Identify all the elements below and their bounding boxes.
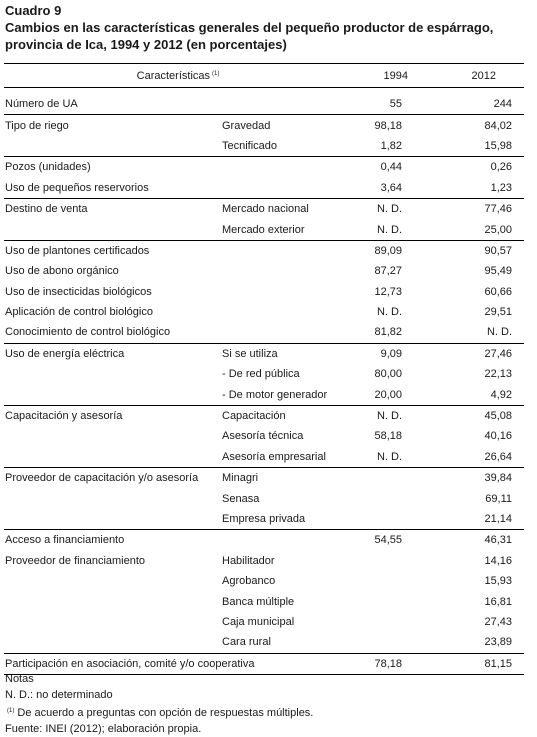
table-row: [4, 240, 524, 261]
subcategory-cell: [222, 282, 352, 302]
value-1994-cell: 98,18: [352, 115, 414, 136]
value-2012-cell: 27,46: [414, 343, 524, 364]
value-2012-cell: 26,64: [484, 450, 513, 463]
table-row: [4, 198, 524, 219]
characteristic-cell: Capacitación y asesoría: [4, 405, 222, 426]
subcategory-cell: Gravedad: [222, 115, 352, 136]
notes: [5, 671, 313, 737]
value-2012-cell: 25,00: [484, 223, 513, 236]
subcategory-cell: Mercado nacional: [222, 198, 352, 219]
value-1994-cell: [352, 468, 414, 489]
value-1994-cell: 58,18: [374, 430, 403, 443]
table-row: [4, 219, 524, 240]
value-1994-cell: 1,82: [380, 139, 403, 152]
value-1994-cell: [352, 632, 414, 653]
characteristic-cell: Pozos (unidades): [4, 157, 222, 178]
note-footnote: [5, 703, 313, 721]
footnote-marker: (1): [212, 70, 220, 77]
header-characteristics: [4, 64, 352, 88]
value-1994-cell: [352, 591, 414, 611]
value-1994-cell: 9,09: [352, 343, 414, 364]
value-2012-cell: 15,93: [484, 575, 513, 588]
subcategory-cell: [222, 302, 352, 322]
subcategory-cell: Cara rural: [222, 636, 271, 649]
value-1994-cell: N. D.: [376, 450, 403, 463]
value-2012-cell: 46,31: [414, 530, 524, 551]
subcategory-cell: Empresa privada: [222, 513, 306, 525]
table-row: [4, 322, 524, 343]
value-1994-cell: [352, 551, 414, 571]
table-row: [4, 551, 524, 571]
value-2012-cell: 1,23: [490, 181, 513, 194]
characteristic-cell: Aplicación de control biológico: [5, 306, 153, 319]
subcategory-cell: - De motor generador: [222, 388, 328, 401]
table-row: [4, 468, 524, 489]
table-row: [4, 530, 524, 551]
table-row: [4, 115, 524, 136]
table-number: Cuadro 9: [5, 3, 62, 18]
value-1994-cell: [352, 509, 414, 530]
header-year-1994: 1994: [352, 64, 414, 88]
value-2012-cell: 23,89: [484, 636, 513, 649]
subcategory-cell: Si se utiliza: [222, 343, 352, 364]
subcategory-cell: [222, 322, 352, 343]
characteristic-cell: Participación en asociación, comité y/o cooperativa: [4, 653, 222, 674]
table-header: [4, 64, 524, 88]
notes-heading: Notas: [5, 673, 34, 685]
value-2012-cell: 22,13: [484, 368, 513, 381]
value-1994-cell: 12,73: [374, 285, 403, 298]
table-row: [4, 261, 524, 281]
characteristic-cell: Conocimiento de control biológico: [5, 326, 171, 339]
subcategory-cell: Capacitación: [222, 405, 352, 426]
characteristic-cell: [4, 364, 222, 384]
table-row: [4, 612, 524, 632]
subcategory-cell: [222, 88, 352, 115]
subcategory-cell: Agrobanco: [222, 575, 276, 588]
value-1994-cell: 80,00: [374, 368, 403, 381]
table-title: Cambios en las características generales del pequeño productor de espárrago, provincia de Ica, 1994 y 2012 (en porcentajes): [5, 20, 494, 52]
value-2012-cell: 40,16: [484, 430, 513, 443]
table-row: [4, 88, 524, 115]
header-year-2012: 2012: [414, 64, 524, 88]
subcategory-cell: Habilitador: [222, 554, 275, 567]
characteristic-cell: [4, 612, 222, 632]
subcategory-cell: [222, 261, 352, 281]
value-1994-cell: N. D.: [376, 223, 403, 236]
value-2012-cell: 95,49: [484, 265, 513, 278]
value-1994-cell: 78,18: [352, 653, 414, 674]
value-1994-cell: 54,55: [352, 530, 414, 551]
table-row: [4, 282, 524, 302]
value-2012-cell: 84,02: [414, 115, 524, 136]
value-2012-cell: 4,92: [490, 388, 513, 401]
value-2012-cell: 29,51: [484, 306, 513, 319]
value-2012-cell: 15,98: [484, 139, 513, 152]
table-row: [4, 136, 524, 157]
data-table: [4, 63, 524, 675]
subcategory-cell: Caja municipal: [222, 615, 295, 628]
value-2012-cell: 90,57: [414, 240, 524, 261]
value-2012-cell: 39,84: [414, 468, 524, 489]
characteristic-cell: Proveedor de financiamiento: [5, 554, 146, 567]
subcategory-cell: [222, 178, 352, 199]
header-characteristics-label: Características: [136, 69, 211, 82]
characteristic-cell: [4, 632, 222, 653]
value-2012-cell: 69,11: [485, 492, 513, 505]
subcategory-cell: Asesoría empresarial: [222, 450, 326, 463]
characteristic-cell: [4, 509, 222, 530]
value-2012-cell: 16,81: [484, 595, 513, 608]
table-row: [4, 591, 524, 611]
subcategory-cell: Minagri: [222, 468, 352, 489]
value-1994-cell: N. D.: [352, 198, 414, 219]
characteristic-cell: [4, 488, 222, 508]
value-2012-cell: 244: [493, 98, 513, 111]
characteristic-cell: [4, 426, 222, 446]
table-row: [4, 509, 524, 530]
characteristic-cell: Uso de pequeños reservorios: [5, 181, 149, 194]
table-body: [4, 88, 524, 675]
value-1994-cell: N. D.: [376, 306, 403, 319]
table-row: [4, 488, 524, 508]
value-1994-cell: [352, 612, 414, 632]
value-2012-cell: 81,15: [414, 653, 524, 674]
value-2012-cell: N. D.: [486, 326, 513, 339]
value-1994-cell: 89,09: [352, 240, 414, 261]
value-1994-cell: 3,64: [380, 181, 403, 194]
characteristic-cell: Uso de energía eléctrica: [4, 343, 222, 364]
subcategory-cell: Mercado exterior: [222, 223, 305, 236]
characteristic-cell: Número de UA: [5, 98, 78, 111]
characteristic-cell: Acceso a financiamiento: [4, 530, 222, 551]
characteristic-cell: Uso de insecticidas biológicos: [5, 285, 152, 298]
subcategory-cell: [222, 157, 352, 178]
characteristic-cell: Proveedor de capacitación y/o asesoría: [4, 468, 222, 489]
subcategory-cell: Banca múltiple: [222, 595, 295, 608]
value-2012-cell: 14,16: [484, 554, 513, 567]
characteristic-cell: Tipo de riego: [4, 115, 222, 136]
table-row: [4, 178, 524, 199]
footnote-text: De acuerdo a preguntas con opción de respuestas múltiples.: [17, 707, 314, 719]
value-1994-cell: 0,44: [352, 157, 414, 178]
footnote-marker: (1): [7, 708, 15, 714]
table-row: [4, 343, 524, 364]
value-1994-cell: N. D.: [352, 405, 414, 426]
value-2012-cell: 27,43: [484, 615, 513, 628]
value-2012-cell: 0,26: [414, 157, 524, 178]
value-2012-cell: 77,46: [414, 198, 524, 219]
characteristic-cell: Uso de abono orgánico: [5, 265, 119, 278]
title-block: [5, 2, 533, 53]
characteristic-cell: Uso de plantones certificados: [4, 240, 222, 261]
value-1994-cell: 81,82: [374, 326, 403, 339]
table-row: [4, 364, 524, 384]
value-1994-cell: 55: [389, 98, 403, 111]
value-2012-cell: 45,08: [414, 405, 524, 426]
table-row: [4, 302, 524, 322]
value-1994-cell: 87,27: [374, 265, 403, 278]
value-1994-cell: 20,00: [374, 388, 403, 401]
characteristic-cell: [4, 136, 222, 157]
characteristic-cell: [4, 384, 222, 405]
note-source: Fuente: INEI (2012); elaboración propia.: [5, 723, 202, 735]
note-nd: N. D.: no determinado: [5, 689, 113, 701]
table-row: [4, 571, 524, 591]
table-row: [4, 632, 524, 653]
table-row: [4, 384, 524, 405]
value-2012-cell: 21,14: [484, 513, 513, 525]
characteristic-cell: [4, 447, 222, 468]
value-1994-cell: [352, 571, 414, 591]
value-1994-cell: [352, 488, 414, 508]
characteristic-cell: [4, 591, 222, 611]
characteristic-cell: Destino de venta: [4, 198, 222, 219]
subcategory-cell: [222, 240, 352, 261]
subcategory-cell: Asesoría técnica: [222, 430, 304, 443]
subcategory-cell: - De red pública: [222, 368, 300, 381]
subcategory-cell: Tecnificado: [222, 139, 278, 152]
table-row: [4, 447, 524, 468]
characteristic-cell: [4, 571, 222, 591]
table-row: [4, 426, 524, 446]
subcategory-cell: [222, 530, 352, 551]
subcategory-cell: Senasa: [222, 492, 260, 505]
value-2012-cell: 60,66: [484, 285, 513, 298]
characteristic-cell: [4, 219, 222, 240]
table-row: [4, 157, 524, 178]
table-row: [4, 405, 524, 426]
